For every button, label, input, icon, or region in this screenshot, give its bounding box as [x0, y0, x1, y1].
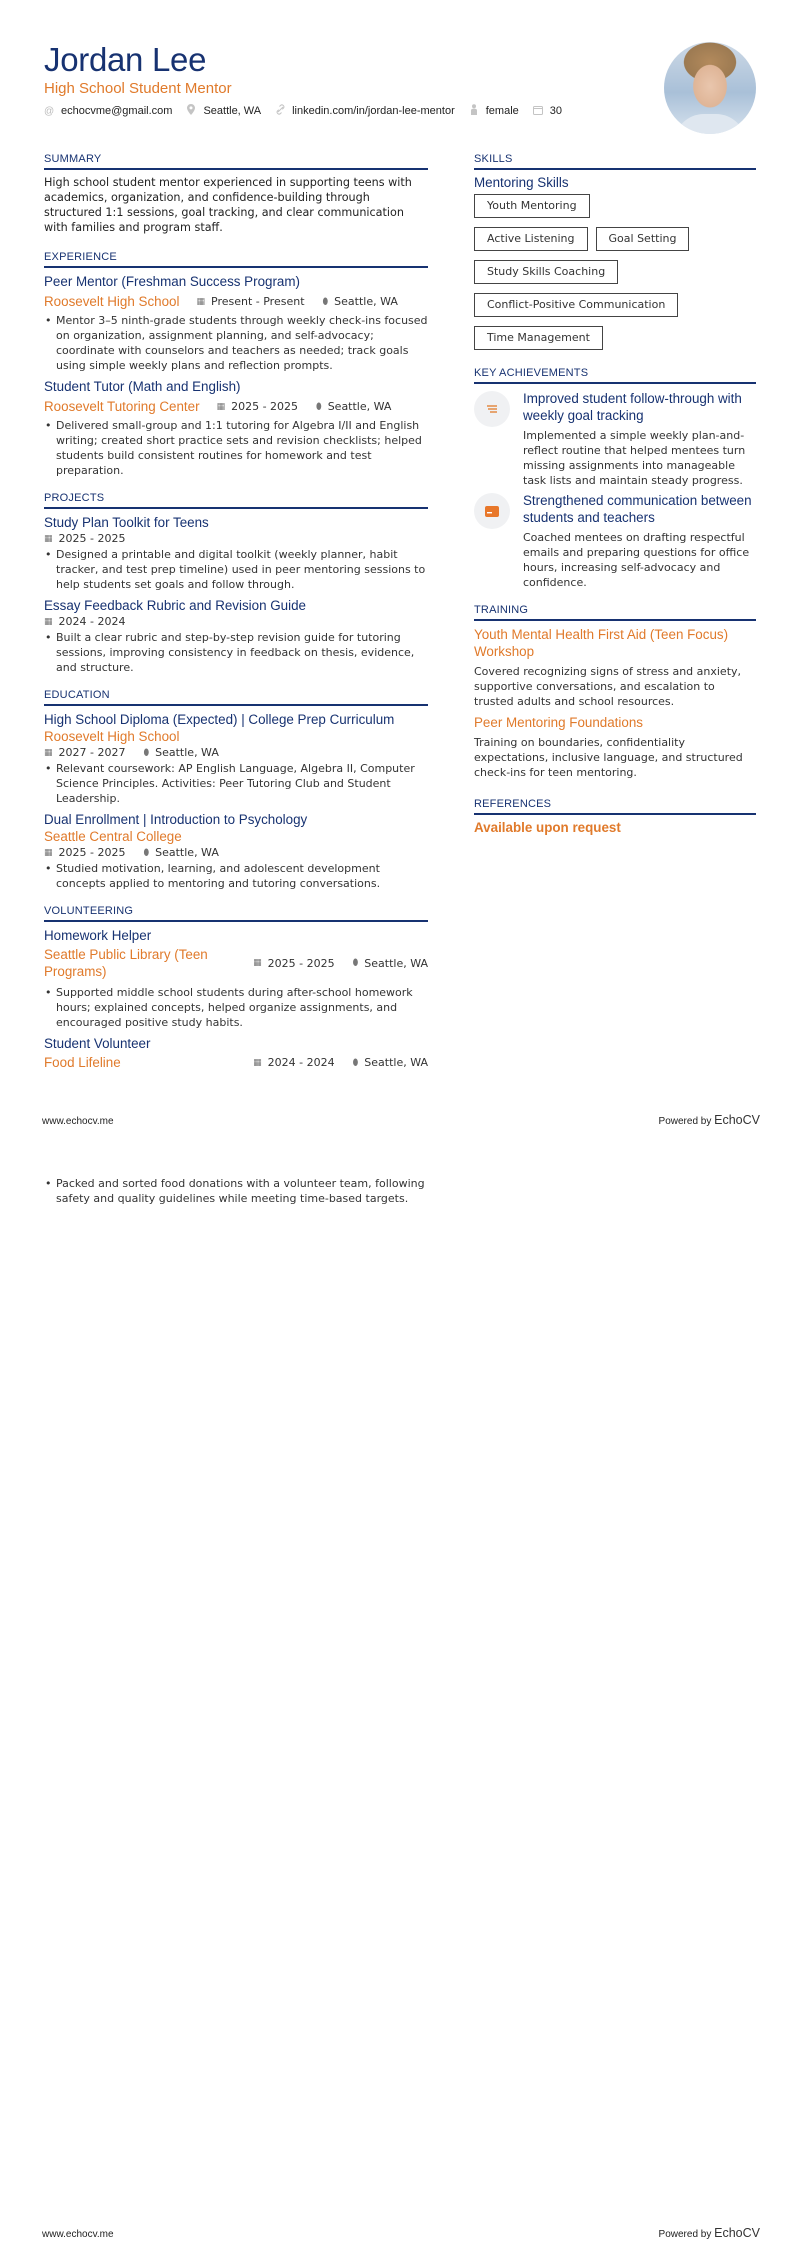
section-heading: SKILLS	[474, 153, 756, 170]
achievements-section	[474, 367, 756, 590]
summary-section	[44, 153, 428, 235]
list-lines-icon	[474, 391, 510, 427]
dates: Present - Present	[211, 295, 305, 308]
bullet: • Packed and sorted food donations with a volunteer team, following safety and quality guidelines while meeting time-based targets.	[44, 1176, 428, 1206]
at-icon: @	[44, 105, 55, 117]
right-column	[474, 153, 756, 835]
section-heading: EXPERIENCE	[44, 251, 428, 268]
role-title: Homework Helper	[44, 928, 152, 943]
page-footer	[42, 2226, 760, 2240]
projects-section	[44, 492, 428, 675]
section-heading: KEY ACHIEVEMENTS	[474, 367, 756, 384]
section-heading: EDUCATION	[44, 689, 428, 706]
calendar-icon: ▦	[253, 958, 262, 968]
brand-logo: EchoCV	[714, 2226, 760, 2240]
continued-content	[44, 1176, 428, 1206]
left-column	[44, 153, 428, 1071]
experience-section	[44, 251, 428, 478]
contact-gender	[469, 104, 519, 118]
references-text: Available upon request	[474, 820, 621, 835]
bullet-list	[44, 630, 428, 675]
bullet: • Relevant coursework: AP English Language, Algebra II, Computer Science Principles. Activities: Peer Tutoring Club and Student Leadership.	[44, 761, 428, 806]
bullet-list	[44, 1176, 428, 1206]
project-title: Study Plan Toolkit for Teens	[44, 515, 209, 530]
dates: 2024 - 2024	[267, 1056, 335, 1069]
training-desc: Covered recognizing signs of stress and anxiety, supportive conversations, and escalation to trusted adults and school resources.	[474, 665, 742, 708]
gender-text: female	[485, 105, 519, 117]
contact-row	[44, 104, 644, 118]
calendar-icon: ▦	[196, 296, 205, 307]
calendar-icon: ▦	[44, 747, 53, 758]
organization: Roosevelt High School	[44, 294, 180, 309]
skill-tag: Conflict-Positive Communication	[474, 293, 678, 317]
education-item	[44, 711, 428, 806]
resume-header	[44, 42, 644, 118]
training-title: Youth Mental Health First Aid (Teen Focus) Workshop	[474, 627, 729, 659]
dates: 2025 - 2025	[231, 400, 299, 413]
location: Seattle, WA	[155, 846, 219, 859]
bullet: • Supported middle school students during after-school homework hours; explained concepts, helped organize assignments, and encouraged positive study habits.	[44, 985, 428, 1030]
bullet-list	[44, 313, 428, 373]
contact-linkedin[interactable]	[275, 104, 455, 118]
powered-by: Powered by EchoCV	[658, 2226, 760, 2240]
organization: Roosevelt Tutoring Center	[44, 399, 200, 414]
training-section	[474, 604, 756, 780]
education-item	[44, 811, 428, 891]
skill-tag: Time Management	[474, 326, 603, 350]
section-heading: VOLUNTEERING	[44, 905, 428, 922]
job-title: Student Tutor (Math and English)	[44, 379, 241, 394]
card-icon	[474, 493, 510, 529]
organization: Food Lifeline	[44, 1055, 121, 1070]
job-title: Peer Mentor (Freshman Success Program)	[44, 274, 300, 289]
location-pin-icon: ⬮	[143, 747, 150, 758]
achievement-item	[474, 492, 756, 590]
volunteer-item	[44, 927, 428, 1030]
page-footer	[42, 1113, 760, 1127]
skill-tag: Youth Mentoring	[474, 194, 590, 218]
degree-title: High School Diploma (Expected) | College Prep Curriculum	[44, 712, 395, 727]
training-item	[474, 626, 756, 709]
dates: 2025 - 2025	[58, 532, 126, 545]
training-title: Peer Mentoring Foundations	[474, 715, 643, 730]
bullet-list	[44, 861, 428, 891]
bullet: • Delivered small-group and 1:1 tutoring for Algebra I/II and English writing; created short practice sets and revision checklists; helped students build consistent routines for homework and test preparation.	[44, 418, 428, 478]
section-heading: PROJECTS	[44, 492, 428, 509]
bullet: • Studied motivation, learning, and adolescent development concepts applied to mentoring and tutoring conversations.	[44, 861, 428, 891]
contact-age	[533, 105, 562, 118]
candidate-title: High School Student Mentor	[44, 80, 232, 97]
location: Seattle, WA	[327, 400, 392, 413]
project-item	[44, 597, 428, 675]
project-title: Essay Feedback Rubric and Revision Guide	[44, 598, 306, 613]
achievement-title: Improved student follow-through with weekly goal tracking	[523, 391, 742, 423]
location-pin-icon	[186, 104, 196, 118]
section-heading: TRAINING	[474, 604, 756, 621]
footer-site-link[interactable]: www.echocv.me	[42, 1116, 114, 1127]
location: Seattle, WA	[155, 746, 219, 759]
location-pin-icon: ⬮	[316, 401, 322, 412]
calendar-icon: ▦	[44, 616, 53, 627]
calendar-icon: ▦	[44, 847, 53, 858]
calendar-icon	[533, 105, 543, 118]
dates: 2024 - 2024	[58, 615, 126, 628]
skill-tag: Study Skills Coaching	[474, 260, 618, 284]
footer-site-link[interactable]: www.echocv.me	[42, 2229, 114, 2240]
bullet-list	[44, 985, 428, 1030]
location-text: Seattle, WA	[203, 105, 262, 117]
powered-by: Powered by EchoCV	[658, 1113, 760, 1127]
achievement-item	[474, 390, 756, 488]
location-pin-icon: ⬮	[143, 847, 150, 858]
project-item	[44, 514, 428, 592]
profile-photo	[664, 42, 756, 134]
skills-section	[474, 153, 756, 359]
contact-email[interactable]	[44, 105, 172, 117]
location: Seattle, WA	[334, 295, 398, 308]
dates: 2025 - 2025	[267, 956, 335, 970]
skill-tags	[474, 194, 714, 359]
experience-item	[44, 378, 428, 478]
brand-logo: EchoCV	[714, 1113, 760, 1127]
calendar-icon: ▦	[216, 401, 226, 412]
role-title: Student Volunteer	[44, 1036, 151, 1051]
location: Seattle, WA	[364, 956, 428, 970]
bullet: • Built a clear rubric and step-by-step revision guide for tutoring sessions, improving consistency in feedback on thesis, evidence, and structure.	[44, 630, 428, 675]
achievement-desc: Implemented a simple weekly plan-and-reflect routine that helped mentees turn missing assignments into manageable task lists and maintain steady progress.	[523, 429, 746, 487]
location-pin-icon: ⬮	[322, 296, 329, 307]
bullet-list	[44, 547, 428, 592]
location-pin-icon: ⬮	[352, 958, 359, 968]
achievement-title: Strengthened communication between students and teachers	[523, 493, 752, 525]
section-heading: SUMMARY	[44, 153, 428, 170]
degree-title: Dual Enrollment | Introduction to Psychology	[44, 812, 308, 827]
training-desc: Training on boundaries, confidentiality expectations, inclusive language, and structured check-ins for teen mentoring.	[474, 736, 743, 779]
email-text: echocvme@gmail.com	[61, 105, 173, 117]
section-heading: REFERENCES	[474, 798, 756, 815]
skill-tag: Active Listening	[474, 227, 588, 251]
contact-location	[186, 104, 261, 118]
bullet: • Mentor 3–5 ninth-grade students through weekly check-ins focused on organization, assignment planning, and self-advocacy; coordinate with counselors and teachers as needed; track goals using simple weekly plans and reflection prompts.	[44, 313, 428, 373]
bullet-list	[44, 418, 428, 478]
location-pin-icon: ⬮	[352, 1057, 359, 1068]
calendar-icon: ▦	[44, 533, 53, 544]
linkedin-text: linkedin.com/in/jordan-lee-mentor	[292, 105, 455, 117]
person-icon	[469, 104, 479, 118]
link-icon	[275, 104, 285, 118]
dates: 2025 - 2025	[58, 846, 126, 859]
bullet-list	[44, 761, 428, 806]
training-item	[474, 714, 756, 780]
experience-item	[44, 273, 428, 373]
location: Seattle, WA	[364, 1056, 428, 1069]
summary-text: High school student mentor experienced in supporting teens with academics, organization, and confidence-building through structured 1:1 sessions, goal tracking, and clear communication with families and program staff.	[44, 176, 412, 234]
calendar-icon: ▦	[253, 1057, 262, 1068]
skill-group-title: Mentoring Skills	[474, 175, 569, 190]
dates: 2027 - 2027	[58, 746, 126, 759]
achievement-desc: Coached mentees on drafting respectful emails and preparing questions for office hours, increasing self-advocacy and confidence.	[523, 531, 750, 589]
bullet: • Designed a printable and digital toolkit (weekly planner, habit tracker, and test prep timeline) used in peer mentoring sessions to help students set goals and follow through.	[44, 547, 428, 592]
institution: Roosevelt High School	[44, 729, 180, 744]
age-text: 30	[549, 105, 563, 117]
institution: Seattle Central College	[44, 829, 182, 844]
volunteer-item	[44, 1035, 428, 1071]
references-section	[474, 798, 756, 835]
candidate-name: Jordan Lee	[44, 41, 207, 78]
education-section	[44, 689, 428, 891]
volunteering-section	[44, 905, 428, 1071]
skill-tag: Goal Setting	[596, 227, 690, 251]
organization: Seattle Public Library (Teen Programs)	[44, 947, 208, 979]
